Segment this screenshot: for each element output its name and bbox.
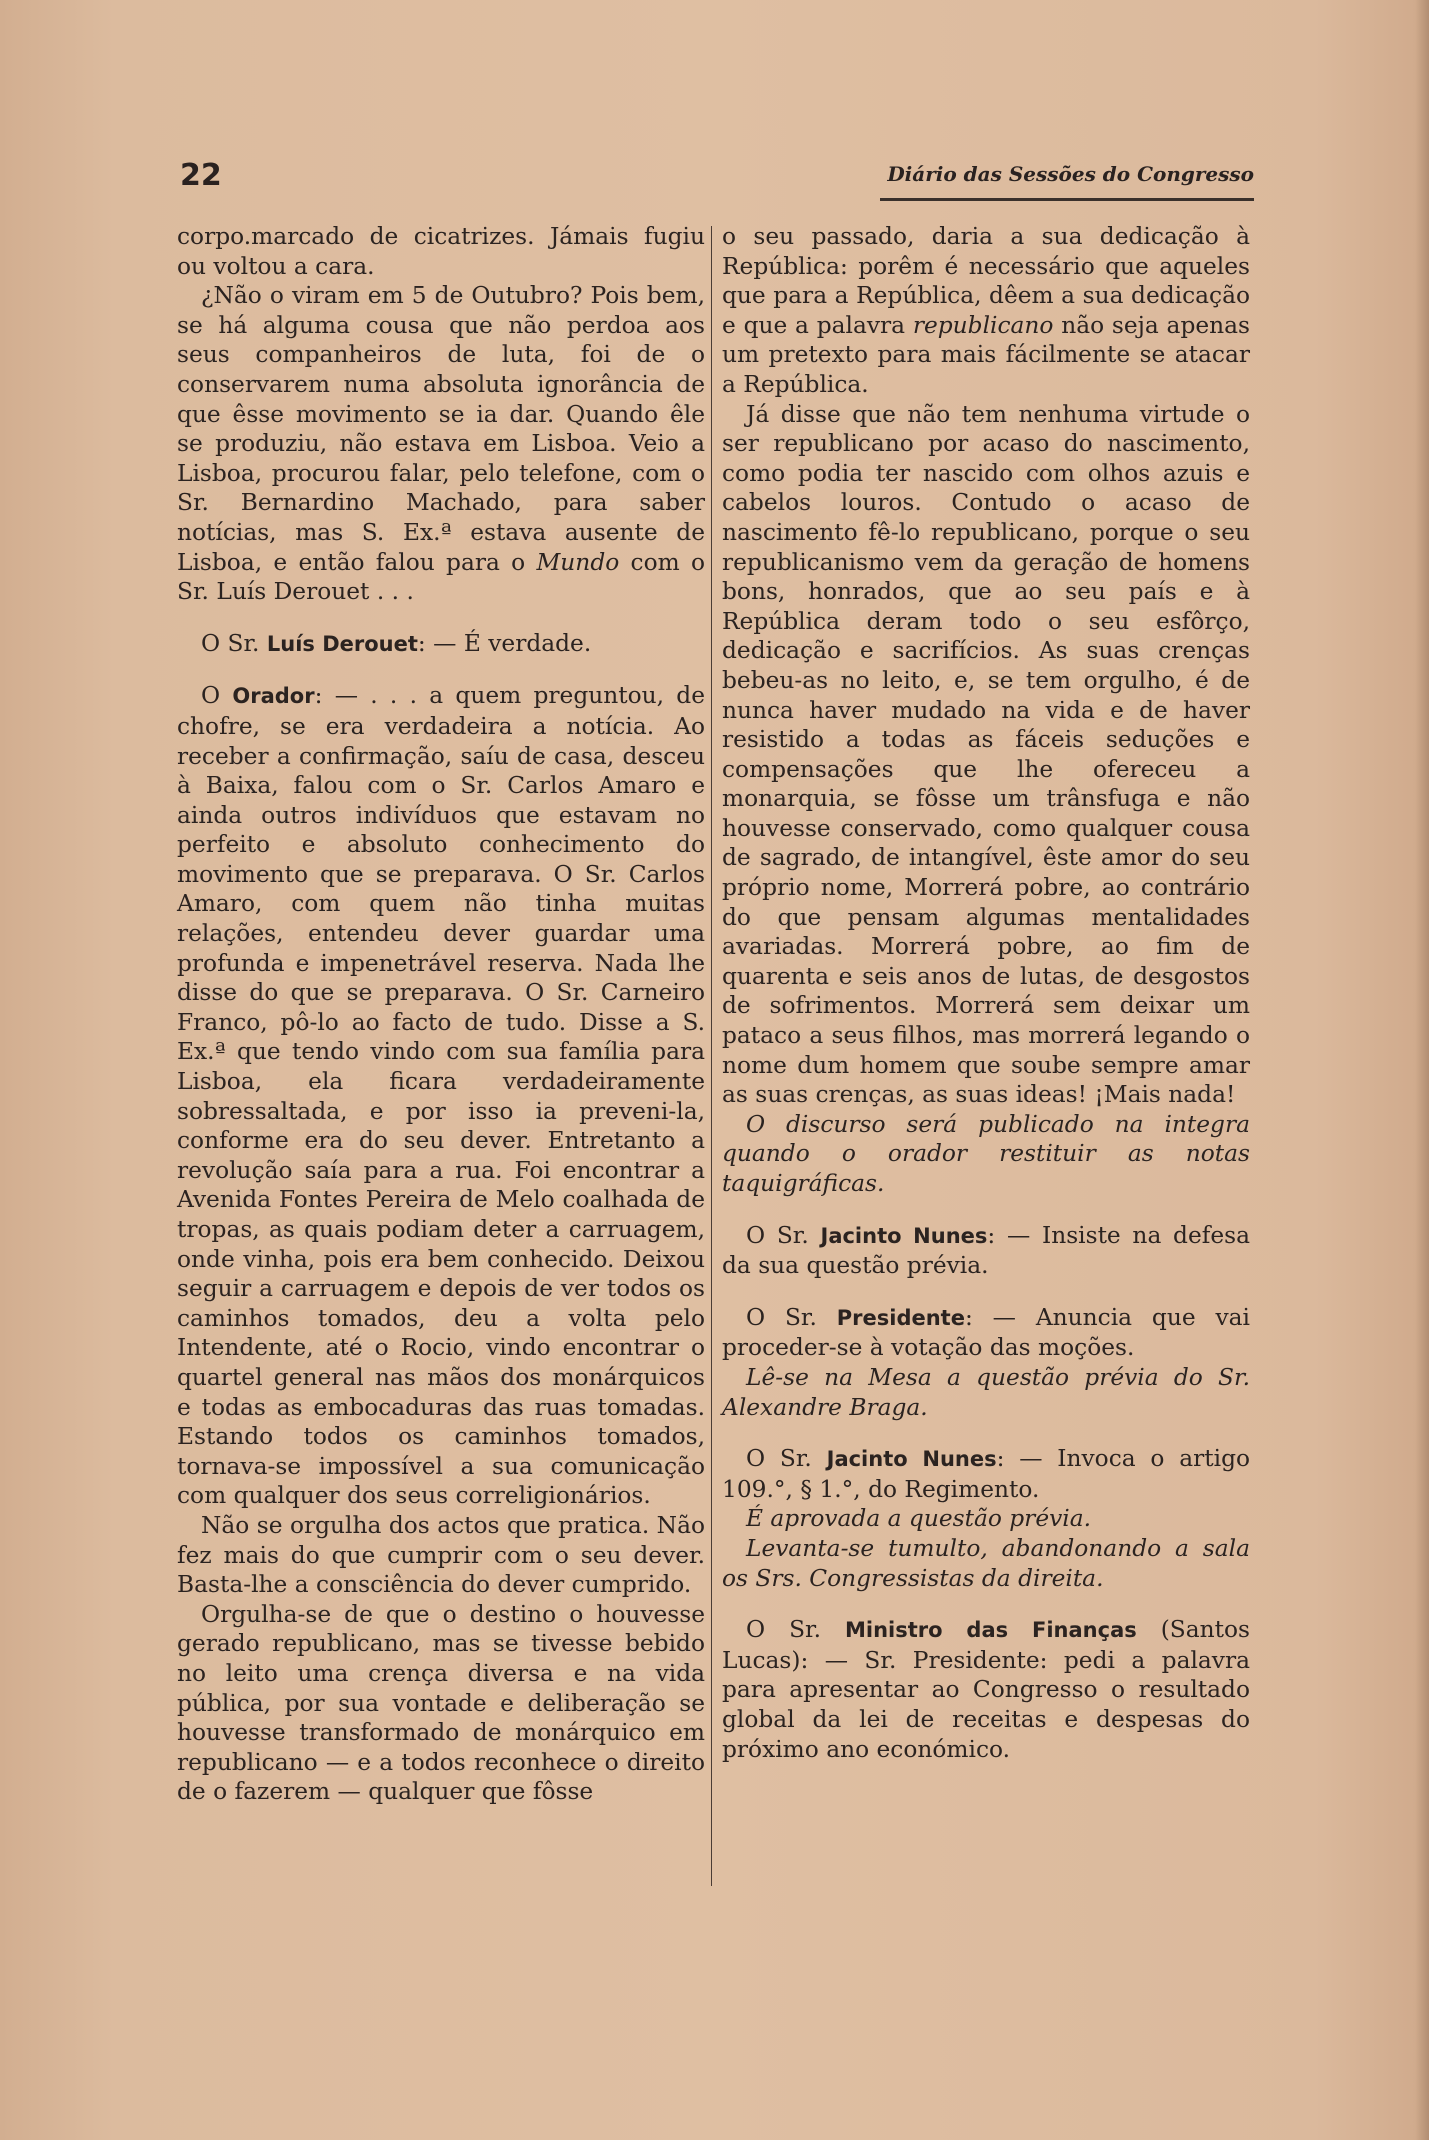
speech-jacinto-nunes-1: O Sr. Jacinto Nunes: — Insiste na defesa da sua questão prévia.: [722, 1221, 1251, 1280]
note-tumulto: Levanta-se tumulto, abandonando a sala os Srs. Congressistas da direita.: [722, 1534, 1250, 1592]
right-column: [722, 222, 1250, 1764]
left-paragraph-2: ¿Não o viram em 5 de Outubro? Pois bem, se há alguma cousa que não perdoa aos seus companheiros de luta, foi de o conservarem numa absoluta ignorância de que êsse movimento se ia dar. Quando êle se produziu, não estava em Lisboa. Veio a Lisboa, procurou falar, pelo telefone, com o Sr. Bernardino Machado, para saber notícias, mas S. Ex.ª estava ausente de Lisboa, e então falou para o Mundo com o Sr. Luís Derouet . . .: [177, 282, 705, 606]
right-paragraph-1: o seu passado, daria a sua dedicação à República: porêm é necessário que aqueles que para a República, dêem a sua dedicação e que a palavra republicano não seja apenas um pretexto para mais fácilmente se atacar a República.: [722, 223, 1250, 398]
note-discurso: O discurso será publicado na integra quando o orador restituir as notas taquigráficas.: [722, 1110, 1250, 1197]
speaker-name: Orador: [232, 684, 315, 709]
speaker-name: Jacinto Nunes: [820, 1223, 988, 1248]
running-title: Diário das Sessões do Congresso: [887, 162, 1254, 186]
right-paragraph-2: Já disse que não tem nenhuma virtude o ser republicano por acaso do nascimento, como podia ter nascido com olhos azuis e cabelos louros. Contudo o acaso de nascimento fê-lo republicano, porque o seu republicanismo vem da geração de homens bons, honrados, que ao seu país e à República deram todo o seu esfôrço, dedicação e sacrifícios. As suas crenças bebeu-as no leito, e, se tem orgulho, é de nunca haver mudado na vida e de haver resistido a todas as fáceis seduções e compensações que lhe ofereceu a monarquia, se fôsse um trânsfuga e não houvesse conservado, como qualquer cousa de sagrado, de intangível, êste amor do seu próprio nome, Morrerá pobre, ao contrário do que pensam algumas mentalidades avariadas. Morrerá pobre, ao fim de quarenta e seis anos de lutas, de desgostos de sofrimentos. Morrerá sem deixar um pataco a seus filhos, mas morrerá legando o nome dum homem que soube sempre amar as suas crenças, as suas ideas! ¡Mais nada!: [722, 400, 1250, 1109]
emphasis-word: republicano: [912, 311, 1054, 339]
page-edge-shadow: [1415, 0, 1429, 2140]
speaker-name: Presidente: [836, 1305, 965, 1330]
left-paragraph-3: Não se orgulha dos actos que pratica. Não fez mais do que cumprir com o seu dever. Basta-lhe a consciência do dever cumprido.: [177, 1511, 705, 1599]
page-number: 22: [180, 158, 222, 193]
speech-jacinto-nunes-2: O Sr. Jacinto Nunes: — Invoca o artigo 109.°, § 1.°, do Regimento.: [722, 1445, 1251, 1503]
speaker-name: Jacinto Nunes: [826, 1447, 997, 1472]
newspaper-name: Mundo: [536, 548, 620, 576]
column-divider: [711, 226, 712, 1886]
note-aprovada: É aprovada a questão prévia.: [746, 1505, 1092, 1533]
left-column: [177, 222, 705, 1807]
speech-orador: O Orador: — . . . a quem preguntou, de chofre, se era verdadeira a notícia. Ao receber a confirmação, saíu de casa, desceu à Baixa, falou com o Sr. Carlos Amaro e ainda outros indivíduos que estavam no perfeito e absoluto conhecimento do movimento que se preparava. O Sr. Carlos Amaro, com quem não tinha muitas relações, entendeu dever guardar uma profunda e impenetrável reserva. Nada lhe disse do que se preparava. O Sr. Carneiro Franco, pô-lo ao facto de tudo. Disse a S. Ex.ª que tendo vindo com sua família para Lisboa, ela ficara verdadeiramente sobressaltada, e por isso ia preveni-la, conforme era do seu dever. Entretanto a revolução saía para a rua. Foi encontrar a Avenida Fontes Pereira de Melo coalhada de tropas, as quais podiam deter a carruagem, onde vinha, pois era bem conhecido. Deixou seguir a carruagem e depois de ver todos os caminhos tomados, deu a volta pelo Intendente, até o Rocio, vindo encontrar o quartel general nas mãos dos monárquicos e todas as embocaduras das ruas tomadas. Estando todos os caminhos tomados, tornava-se impossível a sua comunicação com qualquer dos seus correligionários.: [177, 682, 705, 1510]
left-paragraph-1: corpo.marcado de cicatrizes. Jámais fugiu ou voltou a cara.: [177, 223, 705, 280]
header-rule: [880, 198, 1254, 201]
speech-presidente: O Sr. Presidente: — Anuncia que vai proceder-se à votação das moções.: [722, 1303, 1250, 1362]
speech-ministro-financas: O Sr. Ministro das Finanças (Santos Lucas): — Sr. Presidente: pedi a palavra para apresentar ao Congresso o resultado global da lei de receitas e despesas do próximo ano económico.: [722, 1616, 1250, 1763]
speech-derouet: O Sr. Luís Derouet: — É verdade.: [201, 629, 592, 657]
note-questao-previa: Lê-se na Mesa a questão prévia do Sr. Alexandre Braga.: [722, 1363, 1250, 1421]
speaker-name: Luís Derouet: [266, 631, 418, 656]
speaker-name: Ministro das Finanças: [844, 1618, 1137, 1643]
left-paragraph-4: Orgulha-se de que o destino o houvesse gerado republicano, mas se tivesse bebido no leito uma crença diversa e na vida pública, por sua vontade e deliberação se houvesse transformado de monárquico em republicano — e a todos reconhece o direito de o fazerem — qualquer que fôsse: [177, 1600, 705, 1806]
